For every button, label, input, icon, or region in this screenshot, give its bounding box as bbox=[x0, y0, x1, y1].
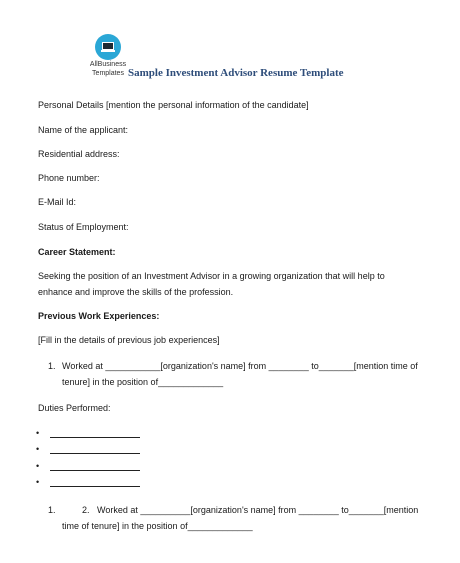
work-instruction: [Fill in the details of previous job experiences] bbox=[38, 335, 220, 345]
work-item-2-line-1: Worked at __________[organization's name] from ________ to_______[mention bbox=[97, 505, 419, 515]
work-item-1 bbox=[62, 358, 418, 390]
logo-text-line1: AllBusiness bbox=[89, 61, 127, 68]
document-title: Sample Investment Advisor Resume Template bbox=[128, 67, 344, 79]
laptop-icon bbox=[95, 34, 121, 60]
item-2-outer-number: 1. bbox=[48, 505, 56, 515]
bullet-3: • bbox=[36, 461, 40, 471]
career-statement-text bbox=[38, 268, 418, 300]
item-1-number: 1. bbox=[48, 361, 56, 371]
work-item-2-line-2: time of tenure] in the position of_____________ bbox=[62, 521, 253, 531]
field-status-of-employment: Status of Employment: bbox=[38, 222, 129, 232]
duty-blank-3 bbox=[50, 470, 140, 471]
field-phone-number: Phone number: bbox=[38, 173, 100, 183]
duties-performed-label: Duties Performed: bbox=[38, 403, 111, 413]
duty-blank-4 bbox=[50, 486, 140, 487]
bullet-2: • bbox=[36, 444, 40, 454]
career-text-line-2: enhance and improve the skills of the profession. bbox=[38, 287, 234, 297]
work-item-1-line-2: tenure] in the position of_____________ bbox=[62, 377, 224, 387]
bullet-1: • bbox=[36, 428, 40, 438]
personal-details-heading: Personal Details [mention the personal information of the candidate] bbox=[38, 100, 309, 110]
previous-work-heading: Previous Work Experiences: bbox=[38, 311, 160, 321]
bullet-4: • bbox=[36, 477, 40, 487]
logo-text-line2: Templates bbox=[92, 70, 124, 77]
field-residential-address: Residential address: bbox=[38, 149, 120, 159]
item-2-number: 2. bbox=[82, 505, 90, 515]
duty-blank-1 bbox=[50, 437, 140, 438]
career-statement-heading: Career Statement: bbox=[38, 247, 116, 257]
field-name-of-applicant: Name of the applicant: bbox=[38, 125, 129, 135]
field-email-id: E-Mail Id: bbox=[38, 197, 77, 207]
work-item-1-line-1: Worked at ___________[organization's name] from ________ to_______[mention time of bbox=[62, 361, 418, 371]
career-text-line-1: Seeking the position of an Investment Advisor in a growing organization that will help to bbox=[38, 271, 385, 281]
duty-blank-2 bbox=[50, 453, 140, 454]
